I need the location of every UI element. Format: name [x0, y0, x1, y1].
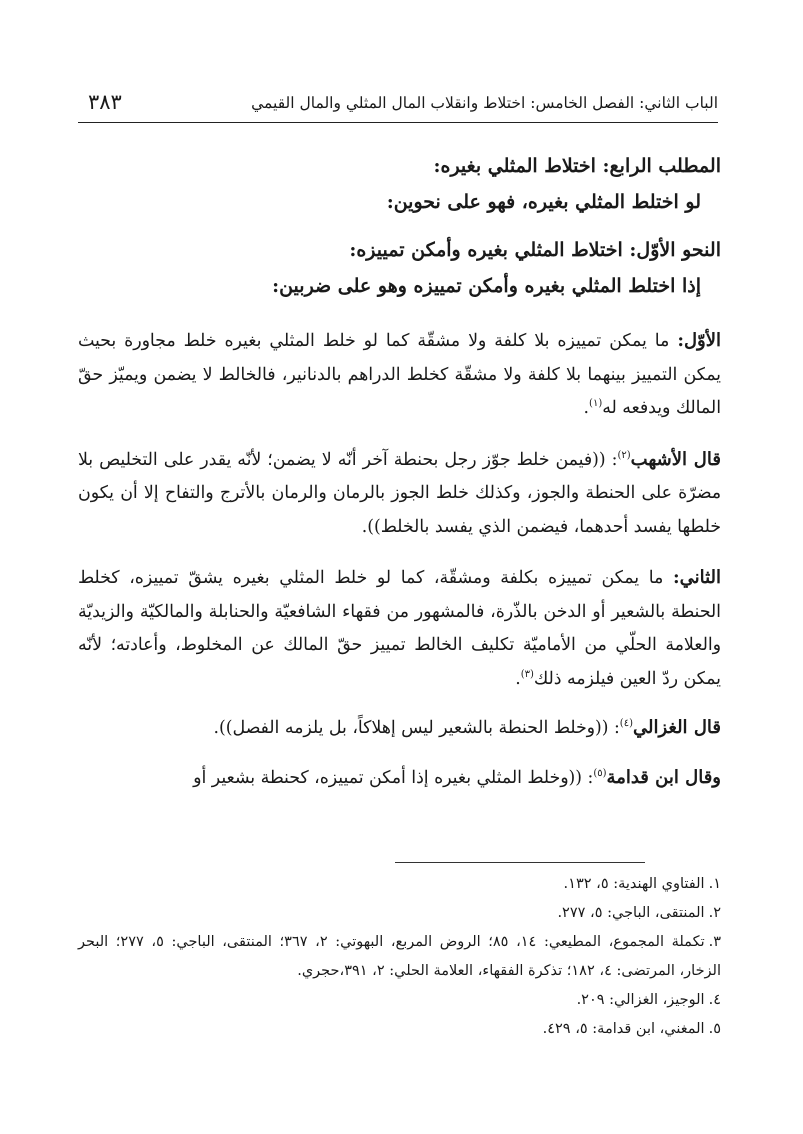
- paragraph-lead: الأوّل:: [677, 330, 721, 351]
- footnote-number: ٣.: [708, 934, 722, 950]
- footnote: [78, 1015, 721, 1044]
- paragraph-ghazali-quote: [78, 711, 721, 746]
- footnote-number: ١.: [708, 876, 721, 892]
- footnote-ref: (٢): [617, 449, 631, 461]
- subsection-heading: النحو الأوّل: اختلاط المثلي بغيره وأمكن تمييزه:: [349, 239, 721, 261]
- footnote-ref: (٣): [520, 668, 534, 680]
- section-heading: المطلب الرابع: اختلاط المثلي بغيره:: [433, 155, 721, 177]
- footnote-number: ٢.: [708, 905, 721, 921]
- paragraph-end: .: [515, 668, 521, 689]
- footnote-number: ٤.: [708, 992, 721, 1008]
- page-number: ٣٨٣: [88, 90, 122, 114]
- paragraph-text: : ((فيمن خلط جوّز رجل بحنطة آخر أنّه لا يضمن؛ لأنّه يقدر على التخليص بلا مضرّة على الحنطة والجوز، وكذلك خلط الجوز بالرمان والرمان بالأترج والتفاح إلا أن يكون خلطها يفسد أحدهما، فيضمن الذي يفسد بالخلط)).: [78, 449, 721, 537]
- paragraph-text: ما يمكن تمييزه بلا كلفة ولا مشقّة كما لو خلط المثلي بغيره خلط مجاورة بحيث يمكن التمييز بينهما بلا كلفة ولا مشقّة كخلط الدراهم بالدنانير، فالخالط لا يضمن ويميّز حقّ المالك ويدفعه له: [78, 331, 721, 418]
- paragraph-first-type: [78, 324, 721, 426]
- running-head: الباب الثاني: الفصل الخامس: اختلاط وانقلاب المال المثلي والمال القيمي: [251, 94, 718, 112]
- footnote-text: الفتاوي الهندية: ٥، ١٣٢.: [563, 876, 705, 892]
- footnote-ref: (١): [589, 398, 603, 410]
- paragraph-text: ما يمكن تمييزه بكلفة ومشقّة، كما لو خلط المثلي بغيره يشقّ تمييزه، كخلط الحنطة بالشعير أو الدخن بالذّرة، فالمشهور من فقهاء الشافعيّة والحنابلة والمالكيّة والزيديّة والعلامة الحلّي من الأماميّة تكليف الخالط تمييز حقّ المالك عن المخلوط، وأعادته؛ لأنّه يمكن ردّ العين فيلزمه ذلك: [78, 568, 721, 689]
- footnote-text: الوجيز، الغزالي: ٢٠٩.: [576, 992, 705, 1008]
- paragraph-second-type: [78, 561, 721, 696]
- footnote: [78, 928, 721, 986]
- footnote-ref: (٤): [619, 718, 633, 730]
- subsection-intro: إذا اختلط المثلي بغيره وأمكن تمييزه وهو على ضربين:: [272, 275, 701, 297]
- paragraph-text: : ((وخلط الحنطة بالشعير ليس إهلاكاً، بل يلزمه الفصل)).: [213, 718, 620, 738]
- section-intro: لو اختلط المثلي بغيره، فهو على نحوين:: [386, 191, 701, 213]
- paragraph-text: : ((وخلط المثلي بغيره إذا أمكن تمييزه، كحنطة بشعير أو: [193, 767, 594, 788]
- page-header: [78, 88, 718, 123]
- footnote: [78, 986, 721, 1015]
- paragraph-ibn-qudama-quote: [78, 761, 721, 796]
- footnote: [78, 870, 721, 899]
- footnote: [78, 899, 721, 928]
- footnote-text: المنتقى، الباجي: ٥، ٢٧٧.: [557, 905, 705, 921]
- footnote-separator: [395, 862, 645, 863]
- paragraph-end: .: [583, 398, 590, 418]
- paragraph-lead: وقال ابن قدامة: [606, 766, 721, 788]
- footnote-number: ٥.: [708, 1021, 721, 1037]
- paragraph-ashhab-quote: [78, 443, 721, 545]
- paragraph-lead: قال الغزالي: [632, 717, 721, 738]
- footnotes: [78, 870, 721, 1044]
- main-text: [78, 148, 721, 795]
- paragraph-lead: الثاني:: [672, 567, 721, 588]
- paragraph-lead: قال الأشهب: [630, 448, 721, 470]
- footnote-ref: (٥): [593, 767, 607, 779]
- footnote-text: المغني، ابن قدامة: ٥، ٤٢٩.: [542, 1021, 705, 1037]
- footnote-text: تكملة المجموع، المطيعي: ١٤، ٨٥؛ الروض المربع، البهوتي: ٢، ٣٦٧؛ المنتقى، الباجي: ٥، ٢٧٧؛ البحر الزخار، المرتضى: ٤، ١٨٢؛ تذكرة الفقهاء، العلامة الحلي: ٢، ٣٩١،حجري.: [78, 934, 721, 979]
